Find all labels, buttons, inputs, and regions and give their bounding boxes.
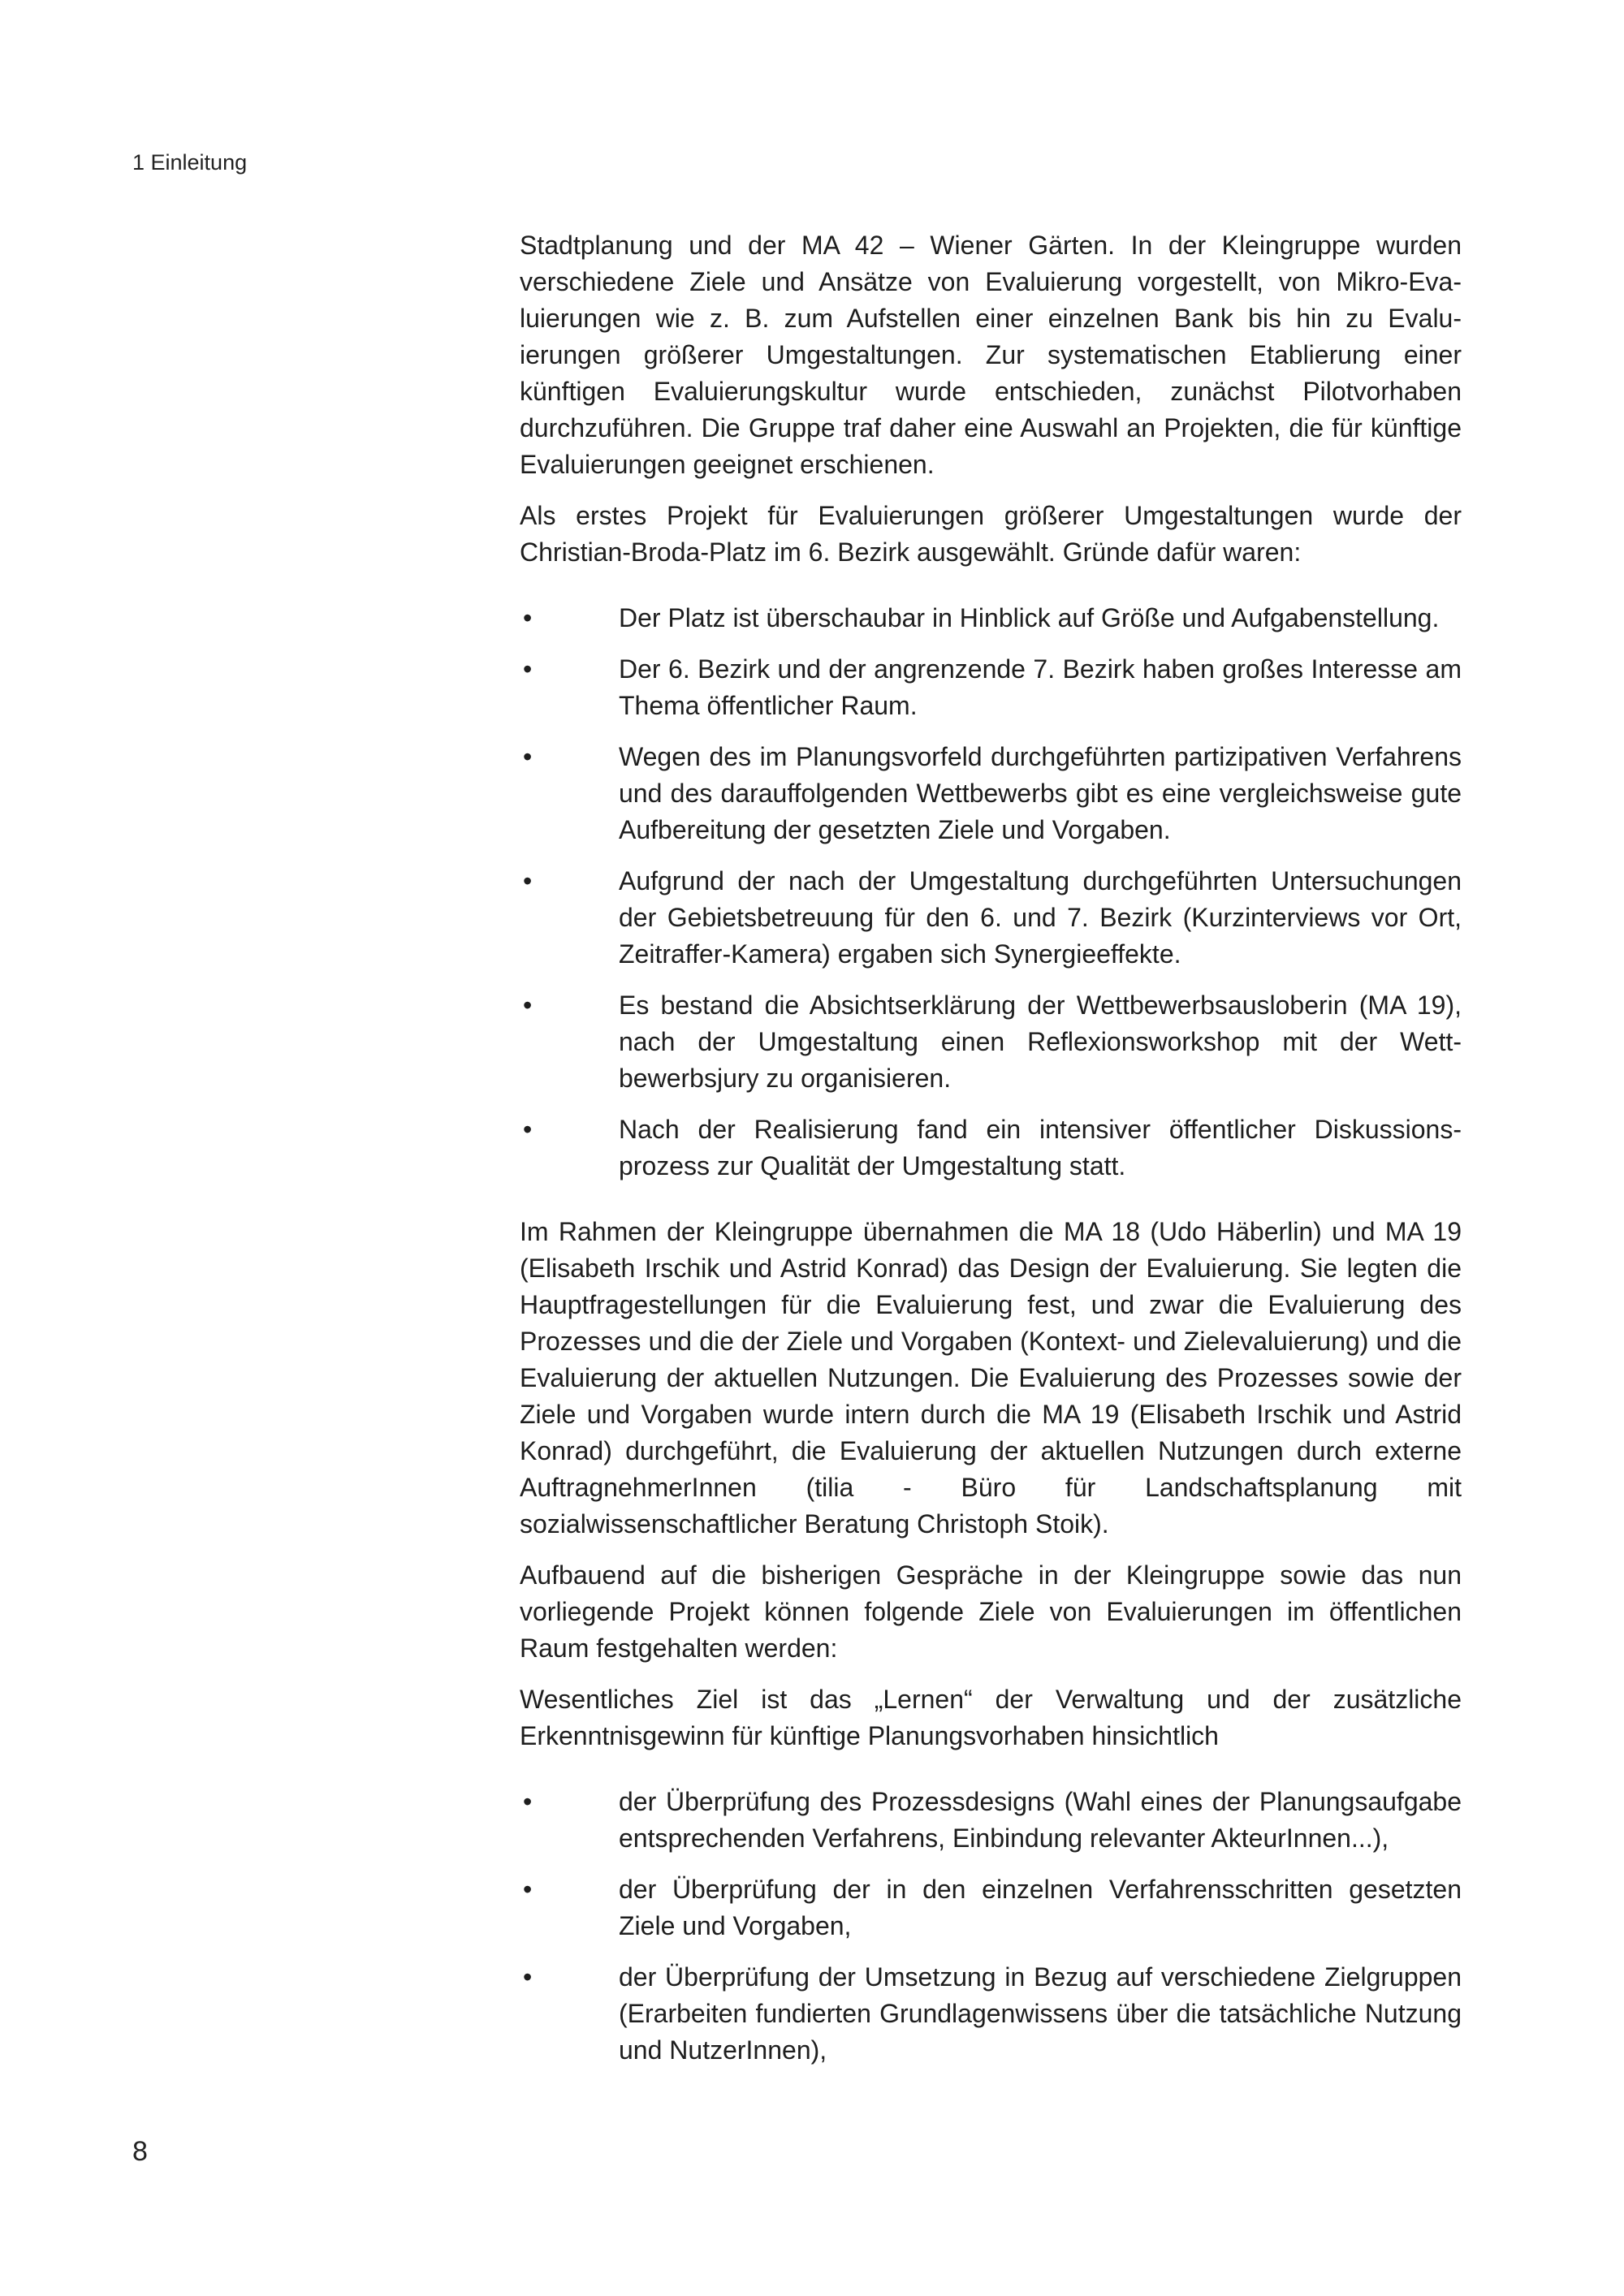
goals-list <box>520 1784 1462 2069</box>
list-item <box>520 600 1462 637</box>
paragraph: Stadtplanung und der MA 42 – Wiener Gärten. In der Kleingruppe wurden verschiedene Ziele und Ansätze von Evaluierung vorgestellt, von Mikro-Evaluierungen wie z. B. zum Aufstellen einer einzelnen Bank bis hin zu Evaluierungen größerer Umgestaltungen. Zur systematischen Etablierung einer künftigen Evaluierungskultur wurde entschieden, zunächst Pilotvorhaben durchzuführen. Die Gruppe traf daher eine Auswahl an Projekten, die für künftige Evaluierungen geeignet erschienen. <box>520 231 1462 479</box>
list-item <box>520 1111 1462 1185</box>
main-text <box>520 227 1462 2098</box>
list-item <box>520 1959 1462 2069</box>
list-item <box>520 987 1462 1097</box>
paragraph: Aufbauend auf die bisherigen Gespräche in der Kleingruppe sowie das nun vorliegende Projekt können folgende Ziele von Evaluierungen im öffentlichen Raum festgehalten werden: <box>520 1560 1462 1663</box>
list-item <box>520 1784 1462 1857</box>
running-header: 1 Einleitung <box>132 150 248 175</box>
bullet-icon: • <box>523 866 533 896</box>
page-number: 8 <box>132 2136 148 2167</box>
bullet-icon: • <box>523 1875 533 1904</box>
bullet-icon: • <box>523 603 533 632</box>
list-item-text: Wegen des im Planungsvorfeld durchgeführten partizipativen Verfahrens und des darauffolgenden Wettbewerbs gibt es eine vergleichsweise gute Aufbereitung der gesetzten Ziele und Vorgaben. <box>619 742 1462 844</box>
list-item <box>520 1871 1462 1944</box>
bullet-icon: • <box>523 1787 533 1816</box>
bullet-icon: • <box>523 990 533 1020</box>
reasons-list <box>520 600 1462 1185</box>
list-item-text: Der 6. Bezirk und der angrenzende 7. Bezirk haben großes Interesse am Thema öffentlicher Raum. <box>619 654 1462 720</box>
bullet-icon: • <box>523 1962 533 1992</box>
list-item-text: Aufgrund der nach der Umgestaltung durchgeführten Untersuchungen der Gebietsbetreuung für den 6. und 7. Bezirk (Kurzinterviews vor Ort, Zeitraffer-Kamera) ergaben sich Synergieeffekte. <box>619 866 1462 969</box>
list-item-text: Es bestand die Absichtserklärung der Wettbewerbsausloberin (MA 19), nach der Umgestaltung einen Reflexionsworkshop mit der Wettbewerbsjury zu organisieren. <box>619 990 1462 1093</box>
list-item-text: der Überprüfung des Prozessdesigns (Wahl eines der Planungsaufgabe entsprechenden Verfahrens, Einbindung relevanter AkteurInnen...), <box>619 1787 1462 1853</box>
paragraph: Wesentliches Ziel ist das „Lernen“ der Verwaltung und der zusätzliche Erkenntnisgewinn für künftige Planungsvorhaben hinsichtlich <box>520 1685 1462 1750</box>
bullet-icon: • <box>523 742 533 771</box>
list-item-text: der Überprüfung der Umsetzung in Bezug auf verschiedene Zielgruppen (Erarbeiten fundierten Grundlagenwissens über die tatsächliche Nutzung und NutzerInnen), <box>619 1962 1462 2065</box>
list-item-text: Der Platz ist überschaubar in Hinblick auf Größe und Aufgabenstellung. <box>619 603 1440 632</box>
bullet-icon: • <box>523 1115 533 1144</box>
list-item <box>520 651 1462 724</box>
bullet-icon: • <box>523 654 533 684</box>
paragraph: Im Rahmen der Kleingruppe übernahmen die MA 18 (Udo Häberlin) und MA 19 (Elisabeth Irschik und Astrid Konrad) das Design der Evaluierung. Sie legten die Hauptfragestellungen für die Evaluierung fest, und zwar die Evaluierung des Prozesses und die der Ziele und Vorgaben (Kontext- und Zielevaluierung) und die Evaluierung der aktuellen Nutzungen. Die Evaluierung des Prozesses sowie der Ziele und Vorgaben wurde intern durch die MA 19 (Elisabeth Irschik und Astrid Konrad) durchgeführt, die Evaluierung der aktuellen Nutzungen durch externe AuftragnehmerInnen (tilia - Büro für Landschaftsplanung mit sozialwissenschaftlicher Beratung Christoph Stoik). <box>520 1217 1462 1539</box>
list-item <box>520 739 1462 848</box>
paragraph: Als erstes Projekt für Evaluierungen größerer Umgestaltungen wurde der Christian-Broda-Platz im 6. Bezirk ausgewählt. Gründe dafür waren: <box>520 501 1462 567</box>
list-item <box>520 863 1462 973</box>
list-item-text: Nach der Realisierung fand ein intensiver öffentlicher Diskussionsprozess zur Qualität der Umgestaltung statt. <box>619 1115 1462 1180</box>
list-item-text: der Überprüfung der in den einzelnen Verfahrensschritten gesetzten Ziele und Vorgaben, <box>619 1875 1462 1940</box>
